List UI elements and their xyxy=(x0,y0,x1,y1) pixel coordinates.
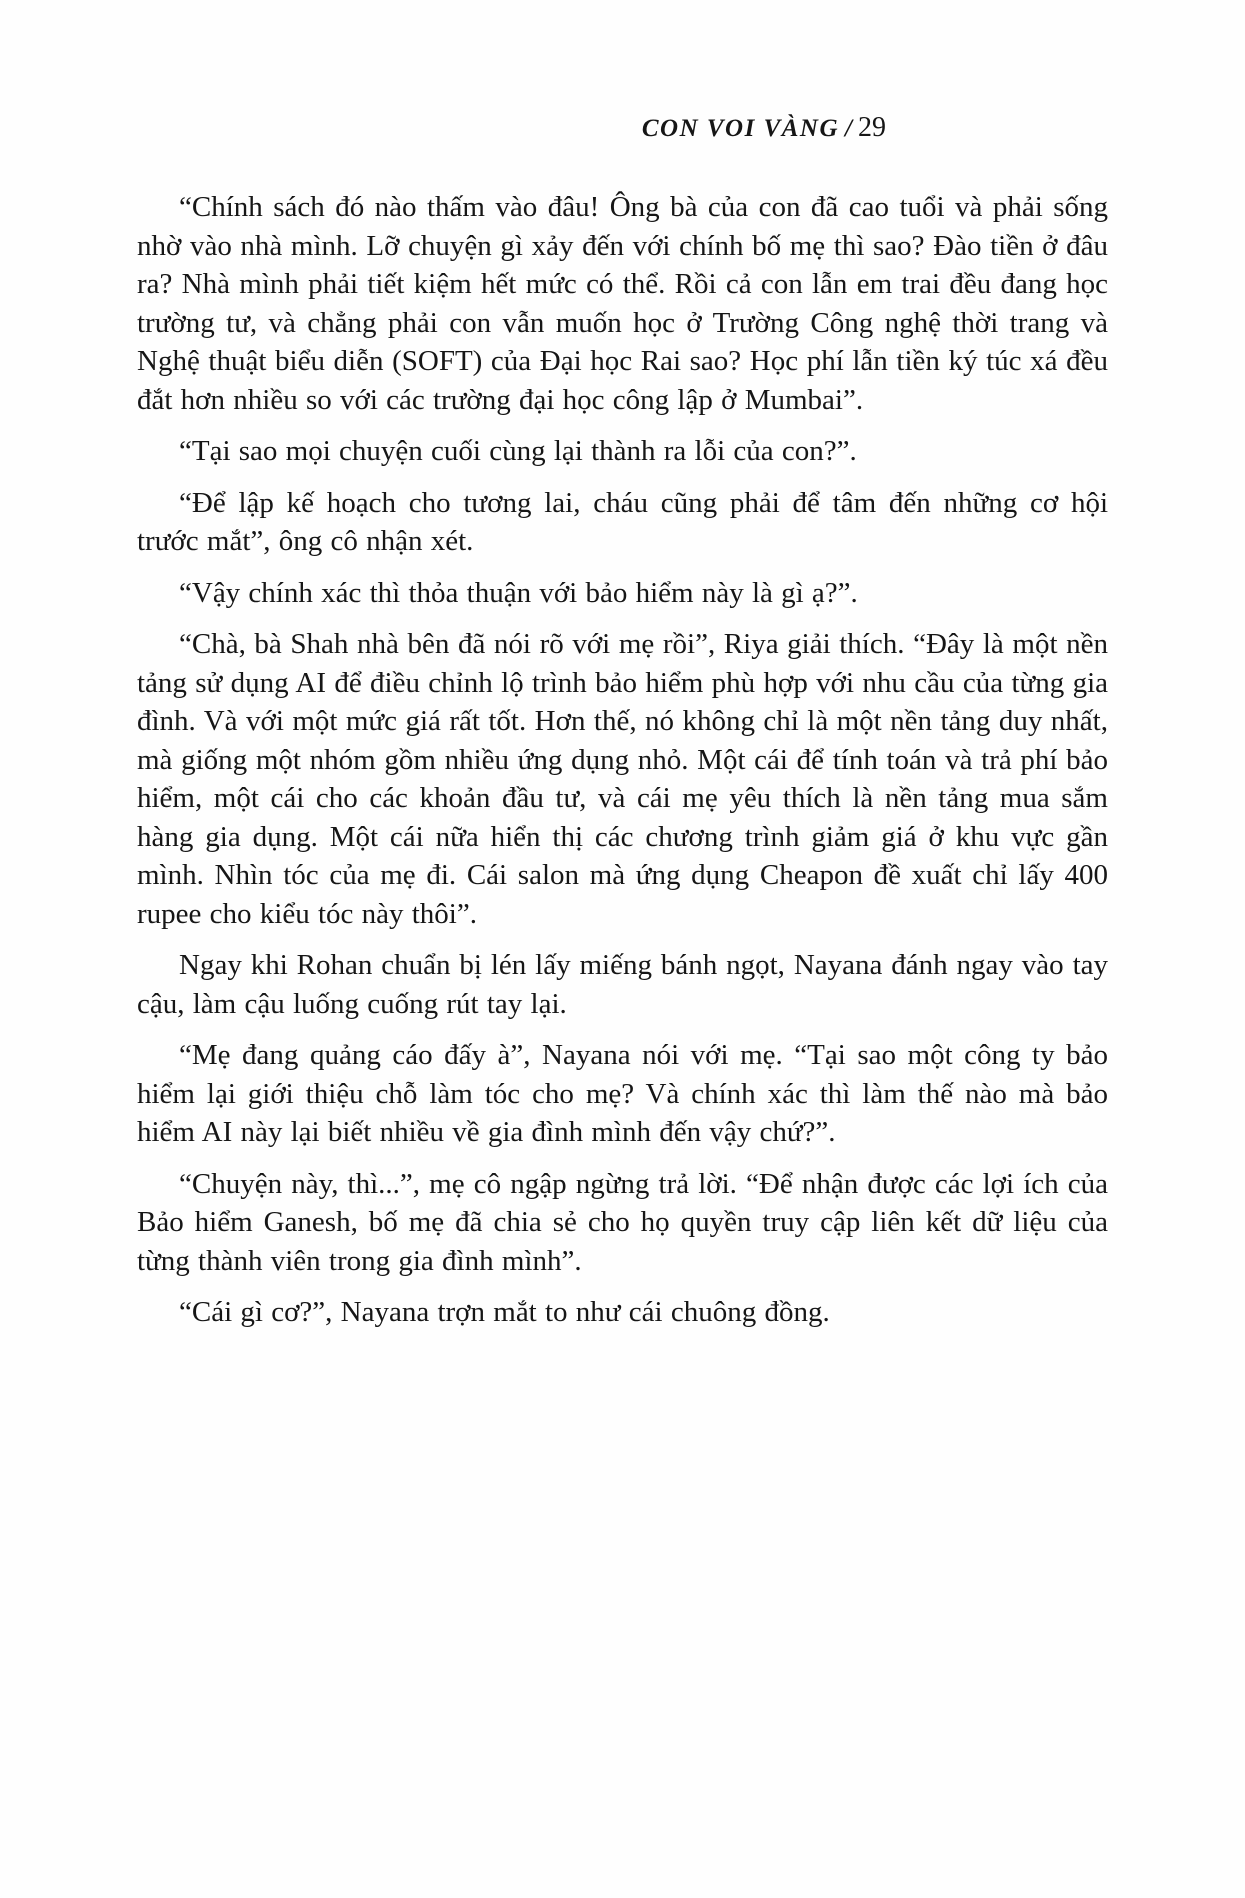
paragraph: “Vậy chính xác thì thỏa thuận với bảo hiểm này là gì ạ?”. xyxy=(179,576,858,609)
paragraph: “Chính sách đó nào thấm vào đâu! Ông bà của con đã cao tuổi và phải sống nhờ vào nhà mình. Lỡ chuyện gì xảy đến với chính bố mẹ thì sao? Đào tiền ở đâu ra? Nhà mình phải tiết kiệm hết mức có thể. Rồi cả con lẫn em trai đều đang học trường tư, và chẳng phải con vẫn muốn học ở Trường Công nghệ thời trang và Nghệ thuật biểu diễn (SOFT) của Đại học Rai sao? Học phí lẫn tiền ký túc xá đều đắt hơn nhiều so với các trường đại học công lập ở Mumbai”. xyxy=(137,191,1108,416)
page-number: 29 xyxy=(858,112,886,143)
running-header xyxy=(137,112,1108,144)
paragraph: “Tại sao mọi chuyện cuối cùng lại thành ra lỗi của con?”. xyxy=(179,435,857,467)
paragraph: “Cái gì cơ?”, Nayana trợn mắt to như cái chuông đồng. xyxy=(179,1296,830,1328)
paragraph: “Chuyện này, thì...”, mẹ cô ngập ngừng trả lời. “Để nhận được các lợi ích của Bảo hiểm Ganesh, bố mẹ đã chia sẻ cho họ quyền truy cập liên kết dữ liệu của từng thành viên trong gia đình mình”. xyxy=(137,1167,1108,1277)
paragraph: “Chà, bà Shah nhà bên đã nói rõ với mẹ rồi”, Riya giải thích. “Đây là một nền tảng sử dụng AI để điều chỉnh lộ trình bảo hiểm phù hợp với nhu cầu của từng gia đình. Và với một mức giá rất tốt. Hơn thế, nó không chỉ là một nền tảng duy nhất, mà giống một nhóm gồm nhiều ứng dụng nhỏ. Một cái để tính toán và trả phí bảo hiểm, một cái cho các khoản đầu tư, và cái mẹ yêu thích là nền tảng mua sắm hàng gia dụng. Một cái nữa hiển thị các chương trình giảm giá ở khu vực gần mình. Nhìn tóc của mẹ đi. Cái salon mà ứng dụng Cheapon đề xuất chỉ lấy 400 rupee cho kiểu tóc này thôi”. xyxy=(137,628,1108,930)
body-text xyxy=(137,188,1108,1332)
paragraph: Ngay khi Rohan chuẩn bị lén lấy miếng bánh ngọt, Nayana đánh ngay vào tay cậu, làm cậu luống cuống rút tay lại. xyxy=(137,949,1108,1020)
paragraph: “Để lập kế hoạch cho tương lai, cháu cũng phải để tâm đến những cơ hội trước mắt”, ông cô nhận xét. xyxy=(137,486,1108,557)
paragraph: “Mẹ đang quảng cáo đấy à”, Nayana nói với mẹ. “Tại sao một công ty bảo hiểm lại giới thiệu chỗ làm tóc cho mẹ? Và chính xác thì làm thế nào mà bảo hiểm AI này lại biết nhiều về gia đình mình đến vậy chứ?”. xyxy=(137,1039,1108,1148)
running-header-separator: / xyxy=(845,115,852,142)
running-title: CON VOI VÀNG xyxy=(641,115,840,142)
